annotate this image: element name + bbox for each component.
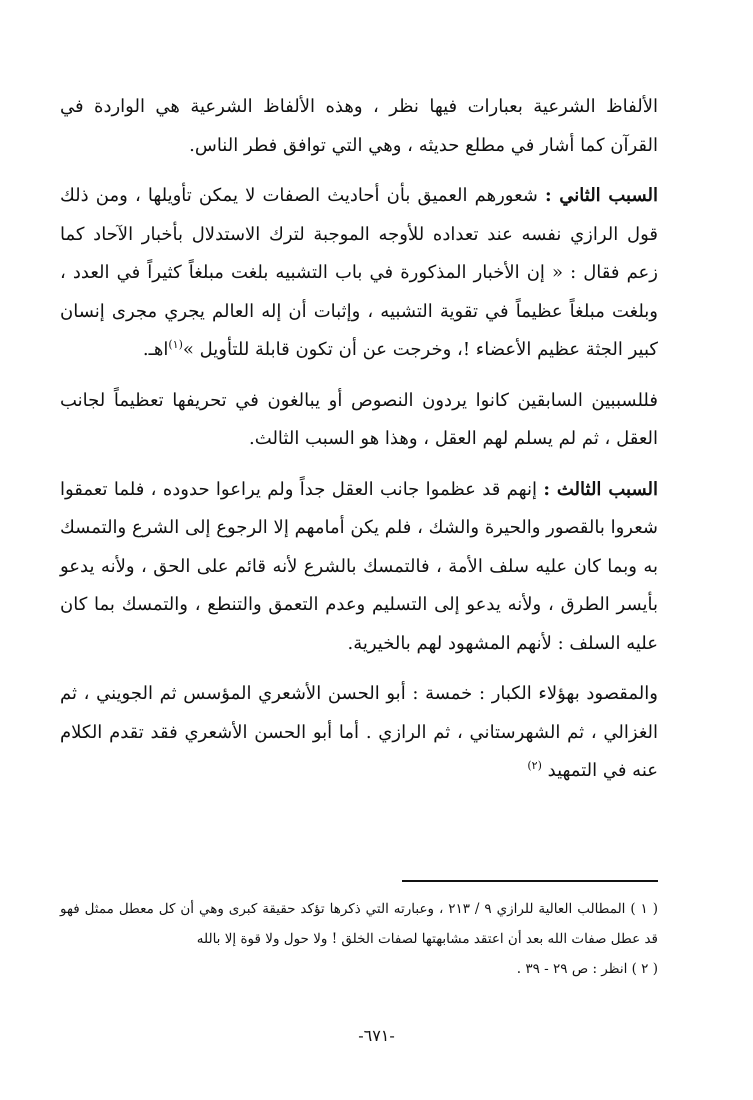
paragraph-third-reason [60,471,658,664]
footnote-1: ( ١ ) المطالب العالية للرازي ٩ / ٢١٣ ، وعبارته التي ذكرها تؤكد حقيقة كبرى وهي أن كل معطل ممثل فهو قد عطل صفات الله بعد أن اعتقد مشابهتها لصفات الخلق ! ولا حول ولا قوة إلا بالله [60,901,659,947]
paragraph-bridge [60,382,658,459]
paragraph-text: فللسببين السابقين كانوا يردون النصوص أو يبالغون في تحريفها تعظيماً لجانب العقل ، ثم لم يسلم لهم العقل ، وهذا هو السبب الثالث. [60,389,658,449]
page-number: -٦٧١- [358,1026,395,1045]
paragraph-scholars [60,675,658,791]
paragraph-text: إنهم قد عظموا جانب العقل جداً ولم يراعوا حدوده ، فلما تعمقوا شعروا بالقصور والحيرة والشك ، فلم يكن أمامهم إلا الرجوع إلى الشرع والتمسك به وبما كان عليه سلف الأمة ، فالتمسك بالشرع لأنه قائم على الحق ، ولأنه يدعو بأيسر الطرق ، ولأنه يدعو إلى التسليم وعدم التعمق والتنطع ، والتمسك بما كان عليه السلف : لأنهم المشهود لهم بالخيرية. [60,478,659,654]
paragraph-text: الألفاظ الشرعية بعبارات فيها نظر ، وهذه الألفاظ الشرعية هي الواردة في القرآن كما أشار في مطلع حديثه ، وهي التي توافق فطر الناس. [60,96,658,156]
section-heading: السبب الثالث : [543,478,658,500]
footnote-2: ( ٢ ) انظر : ص ٢٩ - ٣٩ . [516,961,658,977]
footnote-separator [402,880,658,882]
paragraph-text: والمقصود بهؤلاء الكبار : خمسة : أبو الحسن الأشعري المؤسس ثم الجويني ، ثم الغزالي ، ثم الشهرستاني ، ثم الرازي . أما أبو الحسن الأشعري فقد تقدم الكلام عنه في التمهيد [60,683,658,781]
paragraph-intro [60,88,658,165]
paragraph-text: شعورهم العميق بأن أحاديث الصفات لا يمكن تأويلها ، ومن ذلك قول الرازي نفسه عند تعداده للأوجه الموجبة لترك الاستدلال بأخبار الآحاد كما زعم فقال : « إن الأخبار المذكورة في باب التشبيه بلغت مبلغاً كثيراً في العدد ، وبلغت مبلغاً عظيماً في تقوية التشبيه ، وإثبات أن إله العالم يجري مجرى إنسان كبير الجثة عظيم الأعضاء !، وخرجت عن أن تكون قابلة للتأويل » [60,185,658,360]
footnote-ref-2[interactable]: (٢) [527,759,542,772]
footnote-ref-1[interactable]: (١) [168,338,183,351]
section-heading: السبب الثاني : [544,185,658,206]
paragraph-tail: اهـ. [142,339,169,360]
main-text [60,88,658,791]
footnotes [60,894,658,984]
paragraph-second-reason [60,177,658,370]
